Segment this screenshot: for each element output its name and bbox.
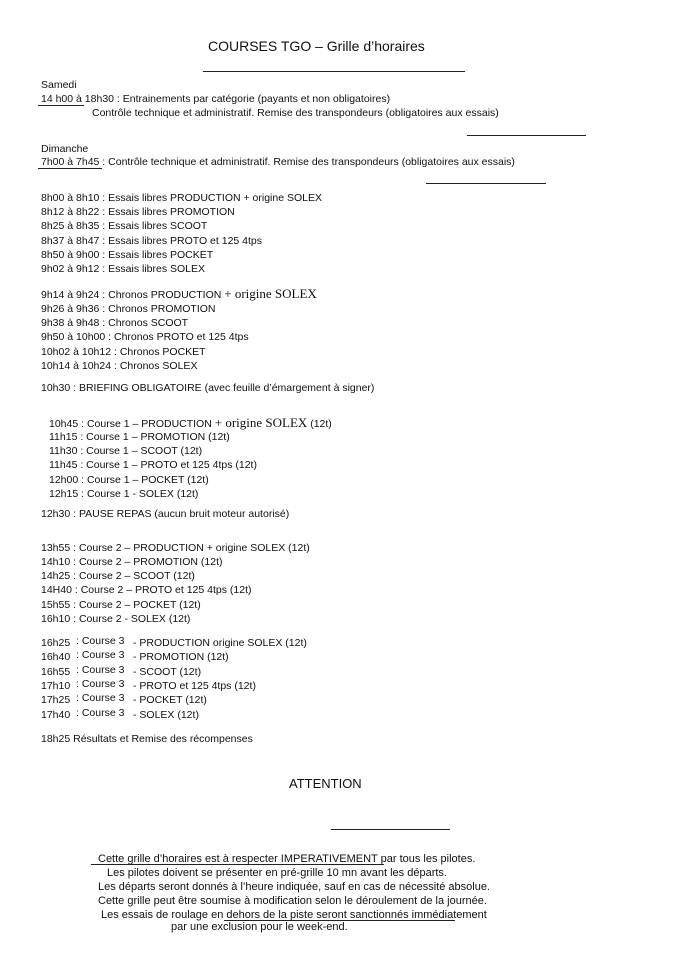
attention-heading: ATTENTION xyxy=(289,776,362,791)
course1-row xyxy=(49,416,332,431)
chronos-row: 10h14 à 10h24 : Chronos SOLEX xyxy=(41,360,198,372)
course3-label: : Course 3 xyxy=(76,664,125,676)
chronos-row: 9h50 à 10h00 : Chronos PROTO et 125 4tps xyxy=(41,331,249,343)
footer-line: Les pilotes doivent se présenter en pré-grille 10 mn avant les départs. xyxy=(107,867,447,879)
essais-row: 8h12 à 8h22 : Essais libres PROMOTION xyxy=(41,206,235,218)
course3-label: : Course 3 xyxy=(76,678,125,690)
chronos-row: 9h26 à 9h36 : Chronos PROMOTION xyxy=(41,303,216,315)
essais-row: 8h37 à 8h47 : Essais libres PROTO et 125 4tps xyxy=(41,235,263,247)
course2-row: 16h10 : Course 2 - SOLEX (12t) xyxy=(41,613,191,625)
chronos-row: 9h38 à 9h48 : Chronos SCOOT xyxy=(41,317,189,329)
chronos-row-text: 9h14 à 9h24 : Chronos PRODUCTION xyxy=(41,289,225,301)
footer-line: Cette grille d’horaires est à respecter IMPERATIVEMENT par tous les pilotes. xyxy=(98,853,476,865)
samedi-desc-1: à 18h30 : Entrainements par catégorie (payants et non obligatoires) xyxy=(73,93,391,105)
course1-row: 11h45 : Course 1 – PROTO et 125 4tps (12t) xyxy=(49,459,257,471)
dimanche-line-1 xyxy=(41,156,515,169)
course3-desc: - PRODUCTION origine SOLEX (12t) xyxy=(133,637,307,649)
footer-underline xyxy=(91,864,384,865)
course1-row: 11h30 : Course 1 – SCOOT (12t) xyxy=(49,445,203,457)
samedi-underline xyxy=(38,105,84,106)
course3-desc: - POCKET (12t) xyxy=(133,694,207,706)
course3-desc: - PROMOTION (12t) xyxy=(133,651,229,663)
attention-divider xyxy=(331,829,450,830)
page-title: COURSES TGO – Grille d’horaires xyxy=(208,38,425,54)
chronos-row-serif: + origine SOLEX xyxy=(224,286,317,301)
course3-label: : Course 3 xyxy=(76,692,125,704)
course3-time: 17h25 xyxy=(41,694,71,706)
course3-time: 16h55 xyxy=(41,666,71,678)
course1-row: 12h15 : Course 1 - SOLEX (12t) xyxy=(49,488,199,500)
course3-label: : Course 3 xyxy=(76,649,125,661)
footer-line: Les essais de roulage en dehors de la piste seront sanctionnés immédiatement xyxy=(101,909,487,921)
essais-row: 9h02 à 9h12 : Essais libres SOLEX xyxy=(41,263,206,275)
dimanche-underline xyxy=(38,168,102,169)
footer-line: Les départs seront donnés à l’heure indiquée, sauf en cas de nécessité absolue. xyxy=(98,881,490,893)
course3-time: 17h40 xyxy=(41,709,71,721)
course3-time: 16h40 xyxy=(41,651,71,663)
course1-row-serif: + origine SOLEX xyxy=(214,415,308,430)
dimanche-desc: h45 : Contrôle technique et administratif. Remise des transpondeurs (obligatoires aux essais) xyxy=(81,156,515,168)
course3-time: 17h10 xyxy=(41,680,71,692)
briefing-line: 10h30 : BRIEFING OBLIGATOIRE (avec feuille d’émargement à signer) xyxy=(41,382,375,394)
course2-row: 14h10 : Course 2 – PROMOTION (12t) xyxy=(41,556,223,568)
chronos-row: 10h02 à 10h12 : Chronos POCKET xyxy=(41,346,206,358)
course2-row: 14H40 : Course 2 – PROTO et 125 4tps (12t) xyxy=(41,584,252,596)
dimanche-divider xyxy=(426,183,546,184)
samedi-divider xyxy=(467,135,586,136)
essais-row: 8h00 à 8h10 : Essais libres PRODUCTION + origine SOLEX xyxy=(41,192,322,204)
samedi-label: Samedi xyxy=(41,79,77,91)
course3-desc: - PROTO et 125 4tps (12t) xyxy=(133,680,256,692)
pause-line: 12h30 : PAUSE REPAS (aucun bruit moteur autorisé) xyxy=(41,508,290,520)
essais-row: 8h25 à 8h35 : Essais libres SCOOT xyxy=(41,220,208,232)
course1-row: 12h00 : Course 1 – POCKET (12t) xyxy=(49,474,209,486)
footer-line: Cette grille peut être soumise à modification selon le déroulement de la journée. xyxy=(98,895,487,907)
course2-row: 14h25 : Course 2 – SCOOT (12t) xyxy=(41,570,195,582)
course2-row: 15h55 : Course 2 – POCKET (12t) xyxy=(41,599,201,611)
dimanche-time: 7h00 à 7 xyxy=(41,156,82,168)
samedi-time: 14 h00 xyxy=(41,93,74,105)
course3-desc: - SCOOT (12t) xyxy=(133,666,202,678)
course3-label: : Course 3 xyxy=(76,707,125,719)
course1-row: 11h15 : Course 1 – PROMOTION (12t) xyxy=(49,431,230,443)
samedi-line-1 xyxy=(41,93,390,106)
samedi-line-2: Contrôle technique et administratif. Remise des transpondeurs (obligatoires aux essais) xyxy=(92,107,499,119)
course3-time: 16h25 xyxy=(41,637,71,649)
chronos-row xyxy=(41,287,317,302)
course2-row: 13h55 : Course 2 – PRODUCTION + origine SOLEX (12t) xyxy=(41,542,310,554)
title-divider xyxy=(203,71,465,72)
course3-label: : Course 3 xyxy=(76,635,125,647)
course1-row-text: 10h45 : Course 1 – PRODUCTION xyxy=(49,418,215,430)
resultats-line: 18h25 Résultats et Remise des récompenses xyxy=(41,733,253,745)
course3-desc: - SOLEX (12t) xyxy=(133,709,199,721)
course1-row-laps: (12t) xyxy=(307,418,332,430)
footer-line: par une exclusion pour le week-end. xyxy=(171,921,348,933)
dimanche-label: Dimanche xyxy=(41,143,89,155)
essais-row: 8h50 à 9h00 : Essais libres POCKET xyxy=(41,249,214,261)
